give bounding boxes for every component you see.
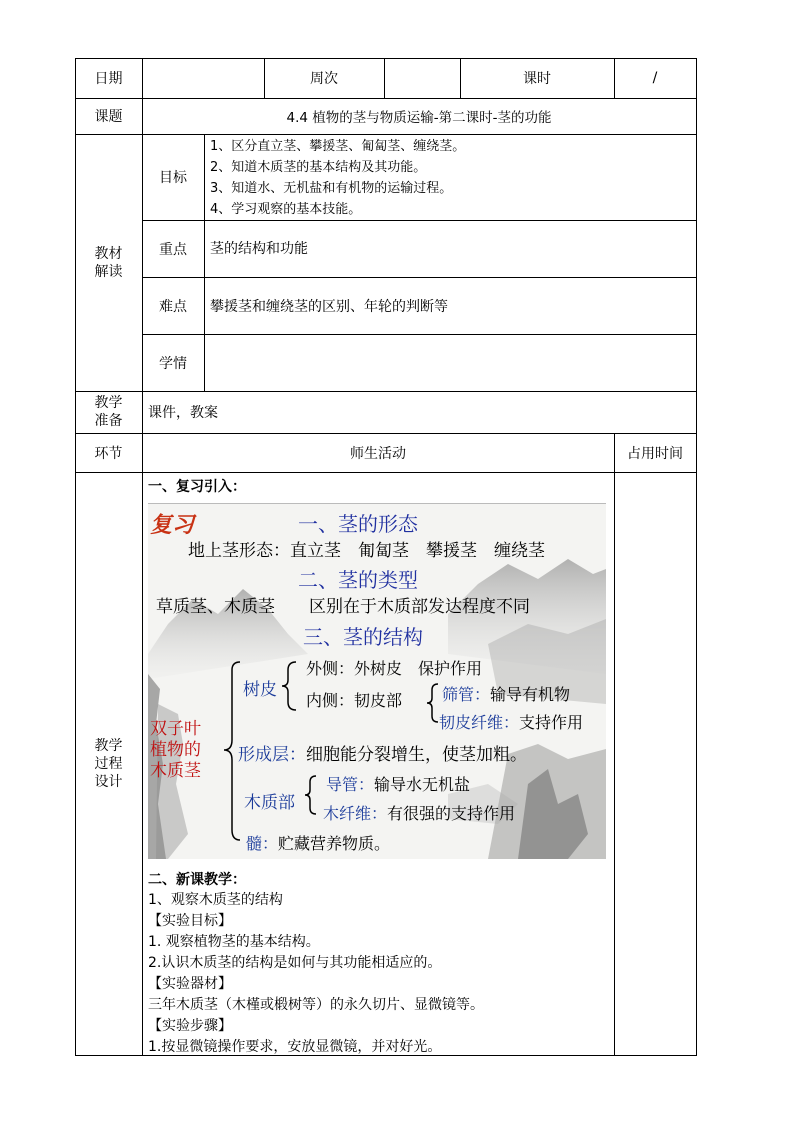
prep-value: 课件，教案 (148, 405, 218, 421)
date-value[interactable] (142, 58, 264, 98)
slide-side-label (150, 719, 201, 782)
topic-label: 课题 (94, 109, 123, 125)
pith-value: 贮藏营养物质。 (278, 834, 391, 853)
lesson-line: 【实验步骤】 (148, 1018, 232, 1034)
prep-label-line1: 教学 (94, 395, 123, 411)
slide-sieve-tube (442, 682, 570, 705)
process-label-line2: 过程 (94, 755, 123, 772)
wood-fiber-label: 木纤维： (323, 804, 388, 823)
pith-label: 髓： (246, 834, 279, 853)
difficulty-label: 难点 (159, 298, 187, 315)
sieve-tube-label: 筛管： (442, 685, 491, 704)
slide-heading-structure: 三、茎的结构 (303, 625, 423, 649)
period-value: / (652, 70, 658, 86)
material-label-line1: 教材 (94, 245, 123, 262)
slide-vessel (326, 772, 470, 795)
side-label-line: 木质茎 (150, 761, 201, 781)
goal-list (204, 134, 614, 220)
goal-item: 4、学习观察的基本技能。 (210, 202, 362, 217)
lesson-line: 【实验器材】 (148, 976, 232, 992)
grid-line (75, 472, 697, 473)
lesson-line: 2.认识木质茎的结构是如何与其功能相适应的。 (148, 955, 442, 971)
slide-pith (246, 831, 390, 854)
slide-cambium (238, 740, 527, 765)
slide-stem-types: 草质茎、木质茎 区别在于木质部发达程度不同 (156, 597, 530, 617)
goal-item: 1、区分直立茎、攀援茎、匍匐茎、缠绕茎。 (210, 139, 466, 154)
goal-item: 3、知道水、无机盐和有机物的运输过程。 (210, 181, 453, 196)
slide-stem-forms: 地上茎形态：直立茎 匍匐茎 攀援茎 缠绕茎 (188, 541, 545, 561)
activity-label: 师生活动 (350, 445, 406, 462)
lesson-line: 【实验目标】 (148, 913, 232, 929)
grid-line (614, 433, 615, 1056)
process-label (75, 472, 142, 1055)
lesson-line: 1、观察木质茎的结构 (148, 892, 283, 908)
vessel-value: 输导水无机盐 (374, 775, 471, 794)
student-label: 学情 (159, 355, 187, 372)
slide-xylem-label: 木质部 (244, 793, 295, 813)
cambium-value: 细胞能分裂增生，使茎加粗。 (306, 745, 527, 765)
prep-label-line2: 准备 (94, 413, 123, 429)
key-point-value: 茎的结构和功能 (210, 241, 308, 257)
vessel-label: 导管： (326, 775, 375, 794)
goal-item: 2、知道木质茎的基本结构及其功能。 (210, 160, 427, 175)
lesson-line: 1.按显微镜操作要求，安放显微镜，并对好光。 (148, 1039, 442, 1055)
time-label: 占用时间 (627, 445, 683, 462)
grid-line (696, 58, 697, 1056)
slide-wood-fiber (323, 801, 515, 824)
student-value[interactable] (204, 334, 696, 391)
slide-outer-bark: 外侧：外树皮 保护作用 (306, 659, 483, 678)
sieve-tube-value: 输导有机物 (490, 685, 571, 704)
process-label-line3: 设计 (94, 773, 123, 790)
cambium-label: 形成层： (238, 745, 306, 765)
new-lesson-heading: 二、新课教学： (148, 872, 246, 888)
material-label-line2: 解读 (94, 263, 123, 280)
topic-value: 4.4 植物的茎与物质运输-第二课时-茎的功能 (286, 110, 552, 126)
date-label: 日期 (94, 71, 123, 87)
process-label-line1: 教学 (94, 737, 123, 754)
bast-fiber-label: 韧皮纤维： (439, 713, 520, 732)
goal-label: 目标 (159, 170, 187, 186)
lesson-line: 1. 观察植物茎的基本结构。 (148, 934, 320, 950)
period-label: 课时 (523, 71, 551, 87)
slide-heading-form: 一、茎的形态 (298, 512, 418, 536)
stage-label: 环节 (94, 445, 123, 462)
review-badge: 复习 (150, 512, 195, 538)
side-label-line: 双子叶 (150, 719, 201, 739)
key-point-label: 重点 (159, 241, 187, 258)
material-label (75, 134, 142, 391)
lesson-line: 三年木质茎（木槿或椴树等）的永久切片、显微镜等。 (148, 997, 484, 1013)
prep-label (75, 391, 142, 433)
slide-bark-label: 树皮 (243, 680, 277, 700)
week-label: 周次 (310, 71, 338, 87)
week-value[interactable] (384, 58, 460, 98)
wood-fiber-value: 有很强的支持作用 (387, 804, 516, 823)
difficulty-value: 攀援茎和缠绕茎的区别、年轮的判断等 (210, 298, 448, 315)
review-heading: 一、复习引入： (148, 479, 246, 495)
review-slide (148, 503, 606, 859)
slide-heading-type: 二、茎的类型 (298, 568, 418, 592)
bast-fiber-value: 支持作用 (519, 713, 584, 732)
side-label-line: 植物的 (150, 740, 201, 760)
slide-bast-fiber (439, 710, 583, 733)
slide-inner-bark: 内侧：韧皮部 (306, 691, 403, 710)
